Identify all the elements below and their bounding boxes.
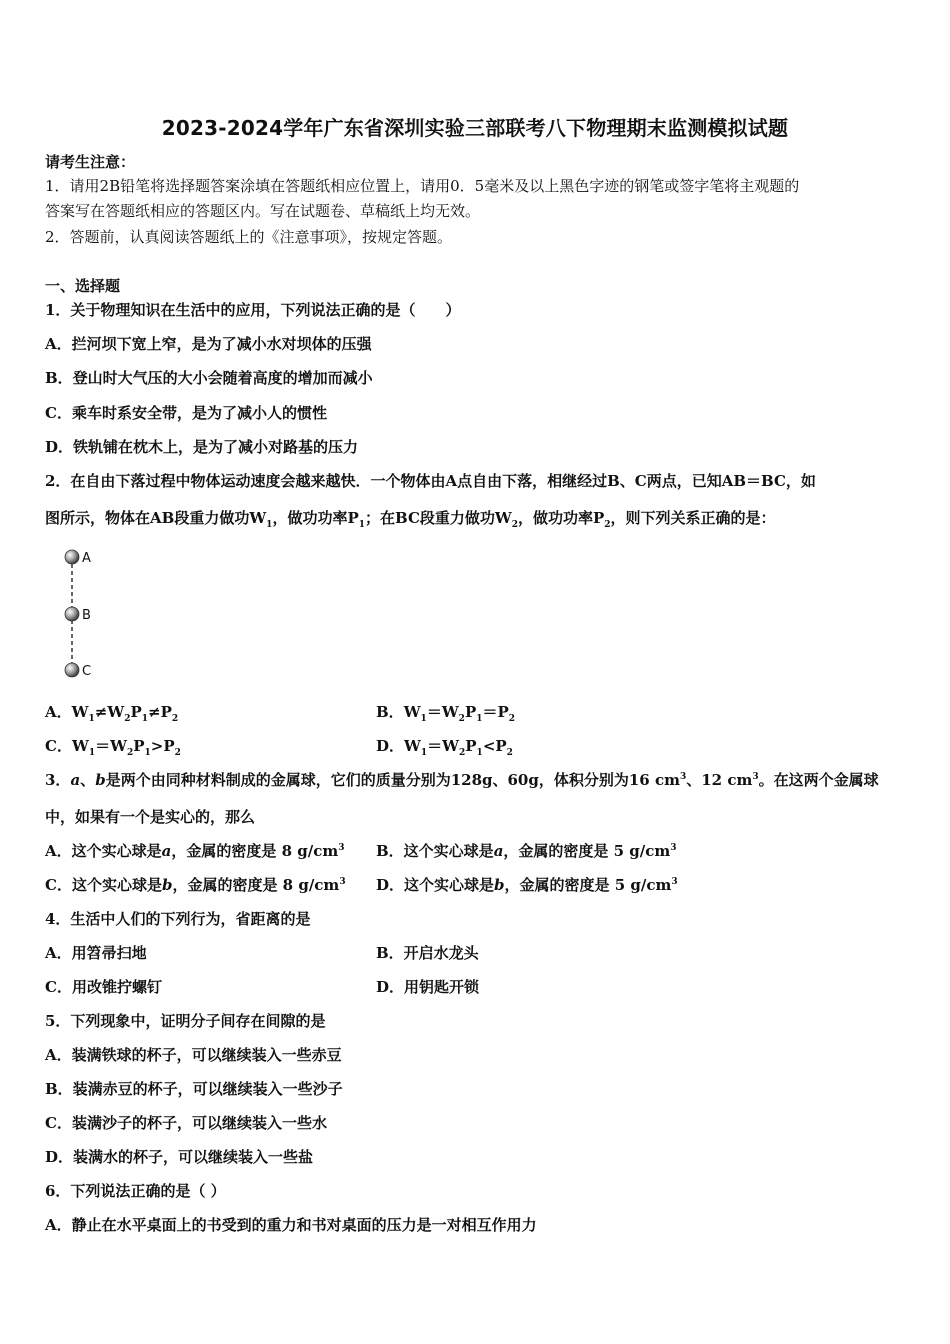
q2-stem-part-d: ，做功功率P [518, 509, 605, 527]
subscript: 2 [506, 748, 513, 758]
superscript: 3 [752, 772, 759, 782]
notice-heading: 请考生注意： [45, 153, 136, 171]
q2-stem-line-2 [45, 508, 776, 528]
q5-stem: 5．下列现象中，证明分子间存在间隙的是 [45, 1012, 326, 1030]
w1: W [71, 703, 89, 721]
option-pre: B．这个实心球是 [376, 842, 494, 860]
p1: P [464, 703, 477, 721]
subscript: 2 [174, 748, 181, 758]
q3-stem-part-d: 。在这两个金属球 [758, 771, 879, 789]
q3-stem-part-c: 、12 cm [686, 771, 753, 789]
q4-option-d[interactable]: D．用钥匙开锁 [376, 978, 480, 996]
q3-stem-line-2: 中，如果有一个是实心的，那么 [45, 808, 256, 826]
q2-stem-part-c: ；在BC段重力做功W [364, 509, 512, 527]
rel-2: ≠P [148, 703, 172, 721]
ball-c-icon [65, 663, 79, 677]
q1-option-a[interactable]: A．拦河坝下宽上窄，是为了减小水对坝体的压强 [45, 335, 372, 353]
subscript: 1 [88, 714, 95, 724]
notice-line-1: 1．请用2B铅笔将选择题答案涂填在答题纸相应位置上，请用0．5毫米及以上黑色字迹的钢笔或签字笔将主观题的 [45, 177, 800, 195]
option-pre: D．这个实心球是 [376, 876, 495, 894]
ball-b-icon [65, 607, 79, 621]
subscript: 2 [124, 714, 131, 724]
rel-1: ＝W [95, 737, 127, 755]
q2-option-a[interactable] [45, 702, 178, 722]
option-var: a [493, 842, 504, 860]
q5-option-b[interactable]: B．装满赤豆的杯子，可以继续装入一些沙子 [45, 1080, 343, 1098]
option-var: b [494, 876, 505, 894]
rel-2: ＝P [482, 703, 509, 721]
subscript: 1 [476, 748, 483, 758]
subscript: 2 [508, 714, 516, 724]
option-var: a [161, 842, 172, 860]
superscript: 3 [338, 843, 345, 853]
section-heading: 一、选择题 [45, 277, 121, 295]
rel-2: <P [482, 737, 507, 755]
q4-stem: 4．生活中人们的下列行为，省距离的是 [45, 910, 311, 928]
w1: W [404, 737, 421, 755]
subscript: 2 [511, 520, 518, 530]
superscript: 3 [670, 843, 677, 853]
point-label-b: B [82, 608, 91, 623]
option-prefix: D． [376, 737, 405, 755]
q2-stem-part-a: 图所示，物体在AB段重力做功W [45, 509, 267, 527]
subscript: 1 [88, 748, 96, 758]
q1-option-d[interactable]: D．铁轨铺在枕木上，是为了减小对路基的压力 [45, 438, 359, 456]
p1: P [133, 737, 145, 755]
subscript: 1 [266, 520, 273, 530]
subscript: 1 [141, 714, 148, 724]
q6-stem: 6．下列说法正确的是（ ） [45, 1182, 226, 1200]
superscript: 3 [679, 772, 687, 782]
q2-stem-part-b: ，做功功率P [272, 509, 359, 527]
q1-stem: 1．关于物理知识在生活中的应用，下列说法正确的是（ ） [45, 301, 461, 319]
option-post: ，金属的密度是 5 g/cm [503, 842, 671, 860]
q5-option-c[interactable]: C．装满沙子的杯子，可以继续装入一些水 [45, 1114, 327, 1132]
option-prefix: A． [45, 703, 72, 721]
option-prefix: C． [45, 737, 72, 755]
p1: P [465, 737, 477, 755]
w1: W [71, 737, 89, 755]
subscript: 1 [420, 748, 428, 758]
ball-a-icon [65, 550, 79, 564]
q5-option-d[interactable]: D．装满水的杯子，可以继续装入一些盐 [45, 1148, 314, 1166]
subscript: 1 [144, 748, 151, 758]
q2-option-d[interactable] [376, 736, 513, 756]
point-label-c: C [82, 664, 92, 679]
rel-1: ＝W [426, 703, 459, 721]
p1: P [130, 703, 142, 721]
point-label-a: A [82, 551, 91, 566]
var-b: b [95, 771, 106, 789]
rel-1: ＝W [427, 737, 459, 755]
subscript: 2 [171, 714, 179, 724]
notice-line-2: 2．答题前，认真阅读答题纸上的《注意事项》，按规定答题。 [45, 228, 453, 246]
q3-option-c[interactable] [45, 875, 346, 895]
option-post: ，金属的密度是 8 g/cm [172, 876, 340, 894]
option-pre: A．这个实心球是 [45, 842, 162, 860]
q2-option-b[interactable] [376, 702, 515, 722]
subscript: 1 [420, 714, 427, 724]
option-post: ，金属的密度是 8 g/cm [171, 842, 339, 860]
subscript: 1 [358, 520, 365, 530]
q6-option-a[interactable]: A．静止在水平桌面上的书受到的重力和书对桌面的压力是一对相互作用力 [45, 1216, 537, 1234]
q3-option-d[interactable] [376, 875, 678, 895]
subscript: 2 [604, 520, 611, 530]
q5-option-a[interactable]: A．装满铁球的杯子，可以继续装入一些赤豆 [45, 1046, 342, 1064]
q4-option-a[interactable]: A．用笤帚扫地 [45, 944, 147, 962]
q2-stem-line-1: 2．在自由下落过程中物体运动速度会越来越快．一个物体由A点自由下落，相继经过B、C两点，已知AB＝BC，如 [45, 472, 816, 490]
separator: 、 [80, 771, 96, 789]
q3-option-a[interactable] [45, 841, 345, 861]
option-pre: C．这个实心球是 [45, 876, 162, 894]
superscript: 3 [671, 877, 678, 887]
subscript: 2 [459, 748, 466, 758]
q2-option-c[interactable] [45, 736, 181, 756]
q4-option-c[interactable]: C．用改锥拧螺钉 [45, 978, 162, 996]
rel-1: ≠W [94, 703, 125, 721]
page-title: 2023-2024学年广东省深圳实验三部联考八下物理期末监测模拟试题 [161, 116, 789, 140]
option-var: b [161, 876, 173, 894]
option-prefix: B． [376, 703, 404, 721]
option-post: ，金属的密度是 5 g/cm [504, 876, 672, 894]
subscript: 2 [458, 714, 465, 724]
q3-number: 3． [45, 771, 71, 789]
falling-object-figure [60, 545, 110, 685]
superscript: 3 [339, 877, 346, 887]
w1: W [403, 703, 421, 721]
subscript: 1 [476, 714, 483, 724]
q3-stem-part-b: 是两个由同种材料制成的金属球，它们的质量分别为128g、60g，体积分别为16 cm [105, 771, 680, 789]
q2-stem-part-e: ，则下列关系正确的是： [610, 509, 776, 527]
notice-line-1b: 答案写在答题纸相应的答题区内。写在试题卷、草稿纸上均无效。 [45, 202, 481, 220]
subscript: 2 [126, 748, 134, 758]
var-a: a [70, 771, 81, 789]
q3-option-b[interactable] [376, 841, 677, 861]
rel-2: >P [150, 737, 175, 755]
q1-option-b[interactable]: B．登山时大气压的大小会随着高度的增加而减小 [45, 369, 373, 387]
q1-option-c[interactable]: C．乘车时系安全带，是为了减小人的惯性 [45, 404, 327, 422]
q4-option-b[interactable]: B．开启水龙头 [376, 944, 479, 962]
q3-stem-line-1 [45, 770, 879, 790]
